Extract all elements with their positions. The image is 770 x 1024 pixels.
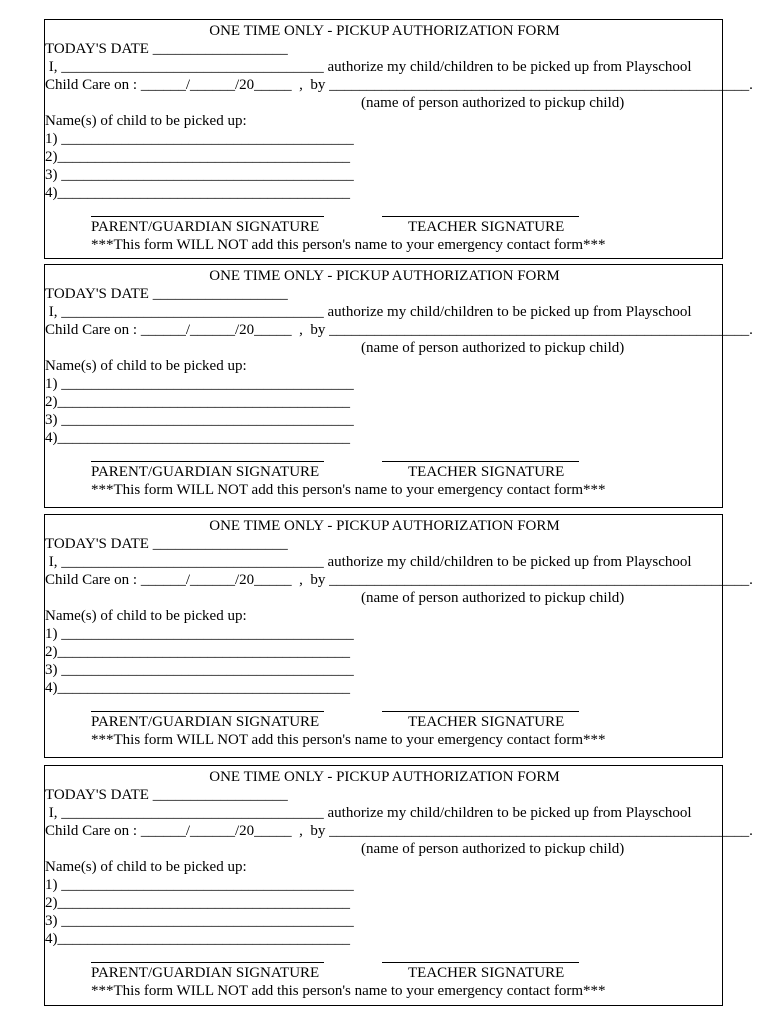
authorizer-name-field: I, ___________________________________ authorize my child/children to be picked up from Playschool: [45, 554, 692, 570]
authorized-person-hint: (name of person authorized to pickup child): [361, 95, 625, 111]
emergency-contact-notice: ***This form WILL NOT add this person's name to your emergency contact form***: [91, 732, 606, 748]
child-name-line: 4)_______________________________________: [45, 931, 350, 947]
parent-signature-label: PARENT/GUARDIAN SIGNATURE: [91, 464, 320, 480]
form-title: ONE TIME ONLY - PICKUP AUTHORIZATION FORM: [209, 23, 560, 39]
child-name-line: 4)_______________________________________: [45, 185, 350, 201]
parent-signature-line: [91, 461, 324, 462]
child-care-date-field: Child Care on : ______/______/20_____ , by ________________________________________________________.: [45, 77, 753, 93]
teacher-signature-line: [382, 461, 579, 462]
child-name-line: 3) _______________________________________: [45, 412, 354, 428]
todays-date-field: TODAY'S DATE __________________: [45, 787, 288, 803]
child-name-line: 3) _______________________________________: [45, 167, 354, 183]
authorizer-name-field: I, ___________________________________ authorize my child/children to be picked up from Playschool: [45, 59, 692, 75]
child-care-date-field: Child Care on : ______/______/20_____ , by ________________________________________________________.: [45, 322, 753, 338]
emergency-contact-notice: ***This form WILL NOT add this person's name to your emergency contact form***: [91, 482, 606, 498]
child-name-line: 3) _______________________________________: [45, 662, 354, 678]
parent-signature-label: PARENT/GUARDIAN SIGNATURE: [91, 965, 320, 981]
child-name-line: 3) _______________________________________: [45, 913, 354, 929]
todays-date-field: TODAY'S DATE __________________: [45, 536, 288, 552]
teacher-signature-line: [382, 216, 579, 217]
pickup-form-4: [44, 765, 753, 1006]
authorizer-name-field: I, ___________________________________ authorize my child/children to be picked up from Playschool: [45, 304, 692, 320]
child-care-date-field: Child Care on : ______/______/20_____ , by ________________________________________________________.: [45, 823, 753, 839]
authorized-person-hint: (name of person authorized to pickup child): [361, 590, 625, 606]
todays-date-field: TODAY'S DATE __________________: [45, 41, 288, 57]
parent-signature-label: PARENT/GUARDIAN SIGNATURE: [91, 714, 320, 730]
teacher-signature-line: [382, 711, 579, 712]
parent-signature-line: [91, 711, 324, 712]
authorizer-name-field: I, ___________________________________ authorize my child/children to be picked up from Playschool: [45, 805, 692, 821]
parent-signature-label: PARENT/GUARDIAN SIGNATURE: [91, 219, 320, 235]
child-name-line: 2)_______________________________________: [45, 149, 350, 165]
child-name-line: 1) _______________________________________: [45, 131, 354, 147]
teacher-signature-label: TEACHER SIGNATURE: [408, 714, 565, 730]
emergency-contact-notice: ***This form WILL NOT add this person's name to your emergency contact form***: [91, 983, 606, 999]
pickup-form-2: [44, 264, 753, 508]
teacher-signature-line: [382, 962, 579, 963]
child-name-line: 1) _______________________________________: [45, 877, 354, 893]
teacher-signature-label: TEACHER SIGNATURE: [408, 464, 565, 480]
authorized-person-hint: (name of person authorized to pickup child): [361, 340, 625, 356]
form-title: ONE TIME ONLY - PICKUP AUTHORIZATION FORM: [209, 268, 560, 284]
child-names-label: Name(s) of child to be picked up:: [45, 859, 247, 875]
parent-signature-line: [91, 216, 324, 217]
emergency-contact-notice: ***This form WILL NOT add this person's name to your emergency contact form***: [91, 237, 606, 253]
todays-date-field: TODAY'S DATE __________________: [45, 286, 288, 302]
child-name-line: 2)_______________________________________: [45, 644, 350, 660]
child-name-line: 4)_______________________________________: [45, 680, 350, 696]
pickup-form-3: [44, 514, 753, 758]
form-title: ONE TIME ONLY - PICKUP AUTHORIZATION FORM: [209, 518, 560, 534]
child-name-line: 1) _______________________________________: [45, 626, 354, 642]
child-names-label: Name(s) of child to be picked up:: [45, 358, 247, 374]
child-names-label: Name(s) of child to be picked up:: [45, 113, 247, 129]
form-title: ONE TIME ONLY - PICKUP AUTHORIZATION FORM: [209, 769, 560, 785]
teacher-signature-label: TEACHER SIGNATURE: [408, 965, 565, 981]
child-care-date-field: Child Care on : ______/______/20_____ , by ________________________________________________________.: [45, 572, 753, 588]
child-name-line: 2)_______________________________________: [45, 895, 350, 911]
teacher-signature-label: TEACHER SIGNATURE: [408, 219, 565, 235]
pickup-form-1: [44, 19, 753, 259]
child-name-line: 4)_______________________________________: [45, 430, 350, 446]
child-names-label: Name(s) of child to be picked up:: [45, 608, 247, 624]
child-name-line: 1) _______________________________________: [45, 376, 354, 392]
child-name-line: 2)_______________________________________: [45, 394, 350, 410]
authorized-person-hint: (name of person authorized to pickup child): [361, 841, 625, 857]
parent-signature-line: [91, 962, 324, 963]
